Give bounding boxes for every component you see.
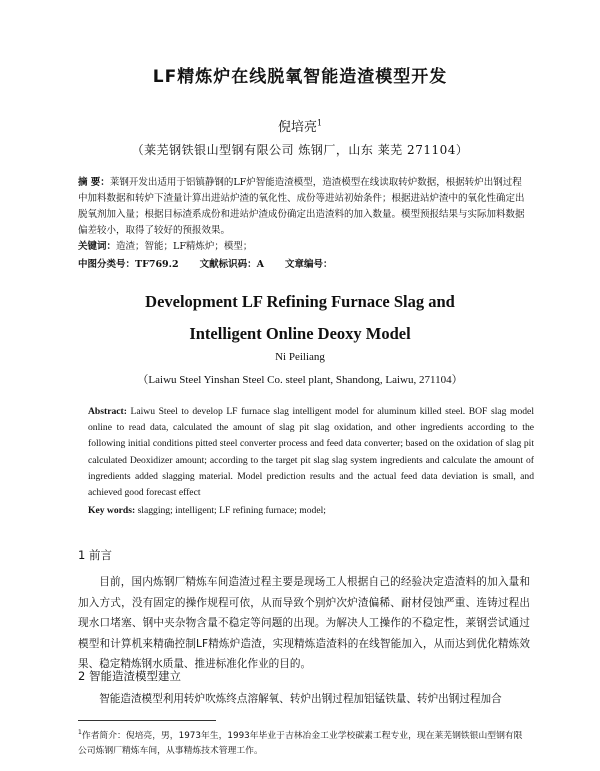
english-affiliation: （Laiwu Steel Yinshan Steel Co. steel plant, Shandong, Laiwu, 271104） [137, 374, 463, 386]
chinese-author [0, 116, 600, 135]
section-1-paragraph: 目前，国内炼钢厂精炼车间造渣过程主要是现场工人根据自己的经验决定造渣料的加入量和加入方式，没有固定的操作规程可依，从而导致个别炉次炉渣偏稀、耐材侵蚀严重、连铸过程出现水口堵塞、钢中夹杂物含量不稳定等问题的出现。为解决人工操作的不稳定性，莱钢尝试通过模型和计算机来精确控制LF精炼炉造渣，实现精炼造渣料的在线智能加入，从而达到优化精炼效果、稳定精炼钢水质量、推进标准化作业的目的。 [78, 576, 530, 670]
chinese-keywords [78, 239, 530, 255]
chinese-abstract [78, 175, 530, 239]
english-keywords-label: Key words: [88, 505, 136, 516]
footnote-mark: 1 [78, 729, 82, 736]
english-abstract-text: Laiwu Steel to develop LF furnace slag intelligent model for aluminum killed steel. BOF slag model online to read data, calculated the amount of slag pit slag oxidation, and other ingredients according to the following initial conditions pitted steel converter process and feed data converter; based on the oxidation of slag pit calculated Deoxidizer amount; according to the target pit slag slag system ingredients and calculate the amount of ingredients added slagging material. Model prediction results and the actual feed data deviation is small, and achieved good forecast effect [88, 406, 534, 499]
english-author: Ni Peiliang [275, 351, 325, 363]
english-keywords-text: slagging; intelligent; LF refining furnace; model; [137, 505, 326, 516]
author-footnote-mark: 1 [316, 118, 323, 128]
article-number-label: 文章编号： [285, 259, 333, 270]
clc-value: TF769.2 [135, 259, 179, 270]
doc-code-value: A [256, 259, 264, 270]
footnote-divider [78, 720, 216, 721]
chinese-keywords-label: 关键词： [78, 241, 117, 252]
author-name: 倪培亮 [277, 120, 317, 135]
clc-number [78, 259, 179, 270]
classification-line [78, 257, 530, 273]
english-title-line-2: Intelligent Online Deoxy Model [189, 324, 411, 343]
chinese-keywords-text: 造渣；智能；LF精炼炉；模型； [116, 241, 253, 252]
chinese-abstract-text: 莱钢开发出适用于铝镇静钢的LF炉智能造渣模型，造渣模型在线读取转炉数据，根据转炉出钢过程中加料数据和转炉下渣量计算出进站炉渣的氧化性、成份等进站初始条件；根据进站炉渣中的氧化性确定出脱氧剂加入量；根据目标渣系成份和进站炉渣成份确定出造渣料的加入数量。模型预报结果与实际加料数据偏差较小，取得了较好的预报效果。 [78, 177, 525, 236]
section-2-paragraph: 智能造渣模型利用转炉吹炼终点溶解氧、转炉出钢过程加铝锰铁量、转炉出钢过程加合 [99, 693, 502, 705]
section-1-heading: 1 前言 [78, 548, 112, 562]
doc-code-label: 文献标识码： [199, 259, 257, 270]
article-number [285, 259, 333, 270]
english-title-line-1: Development LF Refining Furnace Slag and [145, 292, 455, 311]
footnote [78, 725, 530, 759]
footnote-text: 作者简介：倪培亮，男，1973年生，1993年毕业于吉林冶金工业学校碳素工程专业，现在莱芜钢铁银山型钢有限公司炼钢厂精炼车间，从事精炼技术管理工作。 [78, 730, 523, 756]
chinese-title: LF精炼炉在线脱氧智能造渣模型开发 [152, 67, 448, 87]
english-abstract-label: Abstract: [88, 406, 127, 417]
doc-code [200, 259, 264, 270]
section-2-heading: 2 智能造渣模型建立 [78, 669, 181, 683]
english-abstract [88, 404, 534, 501]
clc-label: 中图分类号： [78, 259, 136, 270]
english-keywords [88, 505, 534, 516]
chinese-abstract-label: 摘 要： [78, 177, 110, 188]
chinese-affiliation: （莱芜钢铁银山型钢有限公司 炼钢厂，山东 莱芜 271104） [131, 143, 469, 157]
